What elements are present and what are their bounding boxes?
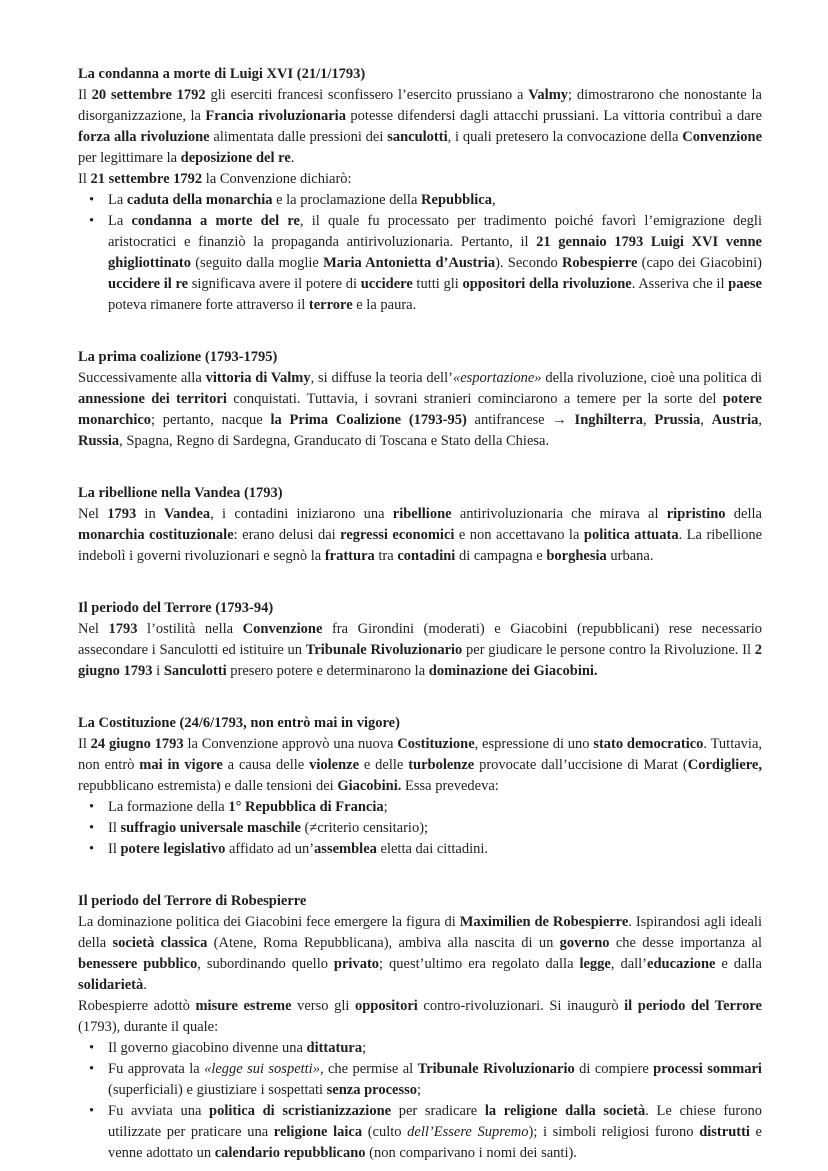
text-run: : erano delusi dai [233, 527, 341, 543]
text-run: ripristino [666, 506, 726, 522]
text-run: suffragio universale maschile [120, 820, 301, 836]
text-run: antirivoluzionaria che mirava al [451, 506, 667, 522]
text-run: . [290, 150, 295, 166]
text-run: solidarietà [78, 977, 144, 993]
section-heading: La ribellione nella Vandea (1793) [78, 485, 283, 501]
text-run: il periodo del Terrore [624, 998, 762, 1014]
document-section [78, 483, 762, 567]
text-run: Fu approvata la [108, 1061, 205, 1077]
text-run: urbana. [606, 548, 654, 564]
text-run: affidato ad un’ [225, 841, 315, 857]
text-run: uccidere il re [108, 276, 189, 292]
text-run: tra [374, 548, 398, 564]
paragraph [78, 85, 762, 169]
text-run: a causa delle [222, 757, 310, 773]
paragraph [78, 996, 762, 1038]
text-run: Francia rivoluzionaria [205, 108, 346, 124]
text-run: , [758, 412, 763, 428]
section-heading: La condanna a morte di Luigi XVI (21/1/1793) [78, 66, 366, 82]
text-run: calendario repubblicano [214, 1145, 366, 1161]
text-run: Il [108, 841, 121, 857]
text-run: 21 settembre 1792 [90, 171, 203, 187]
text-run: ; [383, 799, 388, 815]
text-run: terrore [308, 297, 353, 313]
text-run: (non comparivano i nomi dei santi). [365, 1145, 577, 1161]
text-run: Fu avviata una [108, 1103, 210, 1119]
text-run: «legge sui sospetti» [204, 1061, 320, 1077]
text-run: per giudicare le persone contro la Rivoluzione. Il [462, 642, 755, 658]
text-run: verso gli [291, 998, 355, 1014]
text-run: governo [559, 935, 610, 951]
text-run: oppositori [354, 998, 418, 1014]
text-run: , il quale fu processato per tradimento poiché favorì l’emigrazione degli aristocratici e finanziò la propaganda antirivoluzionaria. Pertanto, il [108, 213, 762, 250]
text-run: significava avere il potere di [188, 276, 361, 292]
text-run: 1° Repubblica di Francia [228, 799, 384, 815]
text-run: monarchia costituzionale [78, 527, 234, 543]
bullet-item [78, 1101, 762, 1164]
text-run: Cordigliere, [687, 757, 762, 773]
text-run: i [152, 663, 164, 679]
text-run: violenze [309, 757, 360, 773]
text-run: contadini [397, 548, 456, 564]
document-section [78, 347, 762, 452]
text-run: della [725, 506, 762, 522]
text-run: Tribunale Rivoluzionario [305, 642, 463, 658]
text-run: , espressione di uno [474, 736, 594, 752]
text-run: di compiere [574, 1061, 654, 1077]
paragraph [78, 912, 762, 996]
text-run: la Prima Coalizione (1793-95) [270, 412, 467, 428]
text-run: Tribunale Rivoluzionario [417, 1061, 575, 1077]
text-run: conquistati. Tuttavia, i sovrani stranieri cominciarono a temere per la sorte del [226, 391, 723, 407]
text-run: Il governo giacobino divenne una [108, 1040, 307, 1056]
text-run: potere monarchico [78, 391, 762, 428]
text-run: e non accettavano la [454, 527, 584, 543]
text-run: educazione [647, 956, 716, 972]
text-run: politica attuata [583, 527, 679, 543]
text-run: La [108, 213, 132, 229]
text-run: Giacobini. [337, 778, 402, 794]
text-run: , subordinando quello [197, 956, 334, 972]
text-run: di campagna e [455, 548, 547, 564]
text-run: ). Secondo [495, 255, 562, 271]
text-run: 24 giugno 1793 [90, 736, 184, 752]
text-run: ; [417, 1082, 422, 1098]
text-run: vittoria di Valmy [205, 370, 311, 386]
text-run: e la proclamazione della [272, 192, 422, 208]
text-run: presero potere e determinarono la [226, 663, 429, 679]
text-run: alimentata dalle pressioni dei [209, 129, 388, 145]
text-run: Inghilterra [574, 412, 644, 428]
text-run: Nel [78, 621, 109, 637]
text-run: ribellione [392, 506, 452, 522]
text-run: annessione dei territori [78, 391, 227, 407]
text-run: per sradicare [391, 1103, 485, 1119]
text-run: ; [362, 1040, 367, 1056]
text-run: antifrancese → [466, 412, 575, 428]
text-run: , i contadini iniziarono una [210, 506, 393, 522]
text-run: distrutti [699, 1124, 750, 1140]
text-run: gli eserciti francesi sconfissero l’esercito prussiano a [205, 87, 529, 103]
text-run: condanna a morte del re [131, 213, 300, 229]
text-run: . [143, 977, 147, 993]
text-run: privato [333, 956, 380, 972]
text-run: Maria Antonietta d’Austria [323, 255, 496, 271]
text-run: uccidere [360, 276, 413, 292]
bullet-item [78, 797, 762, 818]
bullet-list [78, 190, 762, 316]
text-run: , [643, 412, 655, 428]
text-run: deposizione del re [180, 150, 291, 166]
text-run: (seguito dalla moglie [190, 255, 324, 271]
text-run: e dalla [715, 956, 762, 972]
document-body [78, 64, 762, 1164]
text-run: ); i simboli religiosi furono [528, 1124, 700, 1140]
bullet-item [78, 818, 762, 839]
text-run: ; dimostrarono che nonostante la disorganizzazione, la [78, 87, 762, 124]
text-run: La formazione della [108, 799, 229, 815]
paragraph [78, 619, 762, 682]
text-run: Convenzione [682, 129, 763, 145]
text-run: (superficiali) e giustiziare i sospettati [108, 1082, 327, 1098]
bullet-item [78, 211, 762, 316]
text-run: potere legislativo [120, 841, 226, 857]
text-run: , si diffuse la teoria dell’ [310, 370, 453, 386]
section-heading: La Costituzione (24/6/1793, non entrò mai in vigore) [78, 715, 400, 731]
bullet-item [78, 1059, 762, 1101]
text-run: Essa prevedeva: [401, 778, 499, 794]
text-run: Il [78, 171, 91, 187]
text-run: (capo dei Giacobini) [637, 255, 763, 271]
text-run: benessere pubblico [78, 956, 198, 972]
text-run: . Tuttavia, non entrò [78, 736, 763, 773]
document-section [78, 64, 762, 316]
text-run: senza processo [326, 1082, 417, 1098]
text-run: Maximilien de Robespierre [459, 914, 629, 930]
text-run: «esportazione» [452, 370, 542, 386]
text-run: per legittimare la [78, 150, 181, 166]
text-run: Successivamente alla [78, 370, 206, 386]
section-heading: La prima coalizione (1793-1795) [78, 349, 278, 365]
text-run: la Convenzione dichiarò: [202, 171, 352, 187]
text-run: e la paura. [352, 297, 417, 313]
text-run: Il [78, 736, 91, 752]
text-run: Russia [78, 433, 120, 449]
text-run: , [491, 192, 496, 208]
text-run: e venne adottato un [108, 1124, 762, 1161]
text-run: 2 giugno 1793 [78, 642, 763, 679]
text-run: Austria [711, 412, 759, 428]
text-run: , dall’ [610, 956, 648, 972]
document-section [78, 713, 762, 860]
text-run: Robespierre adottò [78, 998, 196, 1014]
text-run: assemblea [314, 841, 377, 857]
text-run: Repubblica [421, 192, 492, 208]
text-run: , [700, 412, 712, 428]
text-run: Nel [78, 506, 108, 522]
text-run: . La ribellione indebolì i governi rivoluzionari e segnò la [78, 527, 763, 564]
text-run: (≠criterio censitario); [300, 820, 429, 836]
text-run: Prussia [654, 412, 701, 428]
text-run: La [108, 192, 127, 208]
text-run: Il [78, 87, 92, 103]
text-run: repubblicano estremista) e dalle tensioni dei [78, 778, 338, 794]
bullet-list [78, 1038, 762, 1164]
text-run: Valmy [528, 87, 569, 103]
text-run: oppositori della rivoluzione [462, 276, 632, 292]
text-run: borghesia [546, 548, 607, 564]
text-run: caduta della monarchia [126, 192, 273, 208]
paragraph [78, 169, 762, 190]
text-run: mai in vigore [139, 757, 223, 773]
text-run: 20 settembre 1792 [91, 87, 206, 103]
text-run: (Atene, Roma Repubblicana), ambiva alla nascita di un [207, 935, 560, 951]
bullet-item [78, 190, 762, 211]
text-run: legge [579, 956, 611, 972]
text-run: Sanculotti [163, 663, 227, 679]
text-run: , che permise al [319, 1061, 418, 1077]
text-run: turbolenze [408, 757, 475, 773]
text-run: poteva rimanere forte attraverso il [108, 297, 309, 313]
text-run: processi sommari [653, 1061, 762, 1077]
text-run: potesse difendersi dagli attacchi prussiani. La vittoria contribuì a dare [345, 108, 763, 124]
text-run: dell’Essere Supremo [407, 1124, 529, 1140]
paragraph [78, 734, 762, 797]
text-run: società classica [112, 935, 208, 951]
text-run: della rivoluzione, cioè una politica di [541, 370, 762, 386]
text-run: provocate dall’uccisione di Marat ( [474, 757, 688, 773]
text-run: Costituzione [397, 736, 475, 752]
bullet-item [78, 839, 762, 860]
text-run: dominazione dei Giacobini. [428, 663, 598, 679]
text-run: politica di scristianizzazione [209, 1103, 392, 1119]
text-run: Vandea [163, 506, 211, 522]
text-run: Il [108, 820, 121, 836]
text-run: (culto [362, 1124, 408, 1140]
text-run: fra Girondini (moderati) e Giacobini (repubblicani) rese necessario assecondare i Sanculotti ed istituire un [78, 621, 762, 658]
text-run: Robespierre [561, 255, 638, 271]
section-heading: Il periodo del Terrore di Robespierre [78, 893, 307, 909]
document-section [78, 891, 762, 1164]
text-run: Convenzione [242, 621, 323, 637]
text-run: misure estreme [195, 998, 292, 1014]
text-run: , Spagna, Regno di Sardegna, Granducato di Toscana e Stato della Chiesa. [119, 433, 550, 449]
text-run: stato democratico [593, 736, 704, 752]
text-run: , i quali pretesero la convocazione della [447, 129, 683, 145]
section-heading: Il periodo del Terrore (1793-94) [78, 600, 274, 616]
text-run: paese [728, 276, 762, 292]
text-run: forza alla rivoluzione [78, 129, 210, 145]
paragraph [78, 368, 762, 452]
text-run: la Convenzione approvò una nuova [183, 736, 398, 752]
text-run: ; quest’ultimo era regolato dalla [379, 956, 580, 972]
text-run: 1793 [108, 621, 138, 637]
text-run: (1793), durante il quale: [78, 1019, 219, 1035]
text-run: sanculotti [387, 129, 448, 145]
text-run: La dominazione politica dei Giacobini fece emergere la figura di [78, 914, 460, 930]
text-run: . Le chiese furono utilizzate per praticare una [108, 1103, 763, 1140]
text-run: che desse importanza al [609, 935, 762, 951]
text-run: regressi economici [340, 527, 455, 543]
text-run: in [136, 506, 164, 522]
text-run: l’ostilità nella [137, 621, 243, 637]
text-run: eletta dai cittadini. [376, 841, 489, 857]
text-run: 1793 [107, 506, 137, 522]
text-run: e delle [359, 757, 409, 773]
text-run: la religione dalla società [484, 1103, 646, 1119]
text-run: tutti gli [412, 276, 463, 292]
text-run: contro-rivoluzionari. Si inaugurò [417, 998, 625, 1014]
text-run: ; pertanto, nacque [151, 412, 271, 428]
text-run: . Asseriva che il [631, 276, 729, 292]
bullet-item [78, 1038, 762, 1059]
text-run: dittatura [306, 1040, 363, 1056]
document-section [78, 598, 762, 682]
bullet-list [78, 797, 762, 860]
text-run: religione laica [273, 1124, 363, 1140]
paragraph [78, 504, 762, 567]
text-run: frattura [324, 548, 375, 564]
text-run: . Ispirandosi agli ideali della [78, 914, 762, 951]
text-run: 21 gennaio 1793 Luigi XVI venne ghigliottinato [108, 234, 762, 271]
